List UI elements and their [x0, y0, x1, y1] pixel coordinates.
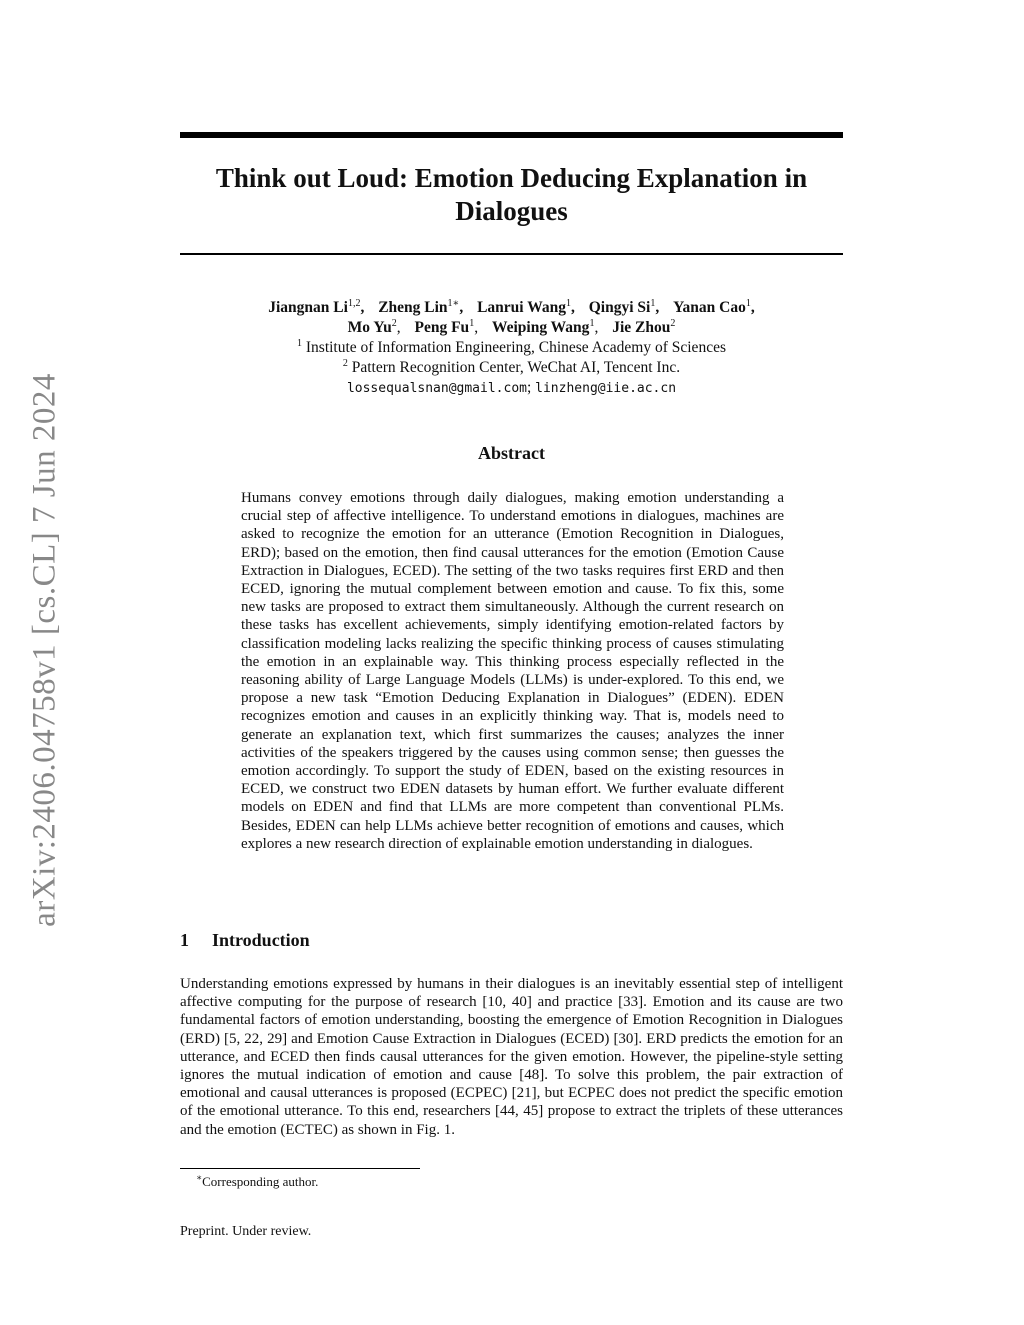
affiliation-text: Institute of Information Engineering, Chinese Academy of Sciences: [305, 339, 726, 356]
author-affiliation-mark: 1,2: [347, 297, 361, 309]
arxiv-identifier-stamp: arXiv:2406.04758v1 [cs.CL] 7 Jun 2024: [26, 373, 63, 927]
author-affiliation-mark: 1: [650, 297, 656, 309]
author-block: [180, 298, 843, 399]
author-name: Lanrui Wang: [477, 299, 566, 316]
section-title: Introduction: [212, 930, 310, 950]
author-name: Yanan Cao: [673, 299, 746, 316]
title-bottom-rule: [180, 253, 843, 255]
author-affiliation-mark: 2: [391, 317, 397, 329]
author-affiliation-mark: 1: [469, 317, 475, 329]
author-name: Mo Yu: [347, 319, 392, 336]
affiliation-1: [180, 338, 843, 358]
footnote-text: Corresponding author.: [202, 1174, 319, 1189]
author-affiliation-mark: 1: [565, 297, 571, 309]
author-name: Jiangnan Li: [268, 299, 348, 316]
footnote-rule: [180, 1168, 420, 1169]
email-address[interactable]: linzheng@iie.ac.cn: [535, 381, 677, 396]
email-separator: ;: [526, 379, 532, 396]
author-name: Weiping Wang: [491, 319, 590, 336]
abstract-heading: Abstract: [478, 443, 545, 463]
author-line-2: Mo Yu$^2$, Peng Fu$^1$, Weiping Wang$^1$, Jie Zhou$^2$: [347, 317, 676, 336]
abstract-text: Humans convey emotions through daily dialogues, making emotion understanding a crucial step of affective intelligence. To understand emotions in dialogues, machines are asked to recognize the emotion for an utterance (Emotion Recognition in Dialogues, ERD); based on the emotion, then find causal utterances for the emotion (Emotion Cause Extraction in Dialogues, ECED). The setting of the two tasks requires first ERD and then ECED, ignoring the mutual complement between emotion and cause. To fix this, some new tasks are proposed to extract them simultaneously. Although the current research on these tasks has excellent achievements, simply identifying emotion-related factors by classification modeling lacks realizing the specific thinking process of causes stimulating the emotion in an explainable way. This thinking process especially reflected in the reasoning ability of Large Language Models (LLMs) is under-explored. To this end, we propose a new task “Emotion Deducing Explanation in Dialogues” (EDEN). EDEN recognizes emotion and causes in an explicitly thinking way. That is, models need to generate an explanation text, which first summarizes the causes; analyzes the inner activities of the speakers triggered by the causes using common sense; then guesses the emotion accordingly. To support the study of EDEN, based on the existing resources in ECED, we construct two EDEN datasets by human effort. We further evaluate different models on EDEN and find that LLMs are more competent than conventional PLMs. Besides, EDEN can help LLMs achieve better recognition of emotions and causes, which explores a new research direction of explainable emotion understanding in dialogues.: [241, 490, 784, 852]
author-affiliation-mark: 1∗: [447, 297, 460, 309]
email-line: [180, 378, 843, 399]
affiliation-mark: 2: [342, 357, 348, 369]
author-affiliation-mark: 2: [670, 317, 676, 329]
section-number: 1: [180, 930, 189, 950]
author-line-1: Jiangnan Li$^{1,2}$, Zheng Lin$^{1∗}$, Lanrui Wang$^1$, Qingyi Si$^1$, Yanan Cao$^1$,: [268, 297, 755, 316]
section-heading-introduction: [180, 930, 310, 951]
footnote-mark: ∗: [196, 1172, 203, 1183]
page-footer: Preprint. Under review.: [180, 1224, 312, 1239]
author-name: Peng Fu: [414, 319, 470, 336]
author-name: Jie Zhou: [612, 319, 671, 336]
author-affiliation-mark: 1: [589, 317, 595, 329]
introduction-text: Understanding emotions expressed by humans in their dialogues is an inevitably essential step of intelligent affective computing for the purpose of research [10, 40] and practice [33]. Emotion and its cause are two fundamental factors of emotion understanding, boosting the emergence of Emotion Recognition in Dialogues (ERD) [5, 22, 29] and Emotion Cause Extraction in Dialogues (ECED) [30]. ERD predicts the emotion for an utterance, and ECED then finds causal utterances for the given emotion. However, the pipeline-style setting ignores the mutual indication of emotion and cause [48]. To solve this problem, the pair extraction of emotional and causal utterances is proposed (ECPEC) [21], but ECPEC does not predict the specific emotion of the emotional utterance. To this end, researchers [44, 45] propose to extract the triplets of these utterances and the emotion (ECTEC) as shown in Fig. 1.: [180, 976, 843, 1138]
title-top-rule: [180, 132, 843, 138]
affiliation-text: Pattern Recognition Center, WeChat AI, Tencent Inc.: [351, 359, 681, 376]
author-name: Qingyi Si: [588, 299, 651, 316]
affiliation-mark: 1: [297, 337, 302, 349]
footnote: [196, 1174, 318, 1190]
paper-title: Think out Loud: Emotion Deducing Explanation in Dialogues: [215, 163, 808, 226]
email-address[interactable]: lossequalsnan@gmail.com: [346, 381, 527, 396]
author-affiliation-mark: 1: [745, 297, 751, 309]
author-name: Zheng Lin: [378, 299, 448, 316]
affiliation-2: [180, 358, 843, 378]
